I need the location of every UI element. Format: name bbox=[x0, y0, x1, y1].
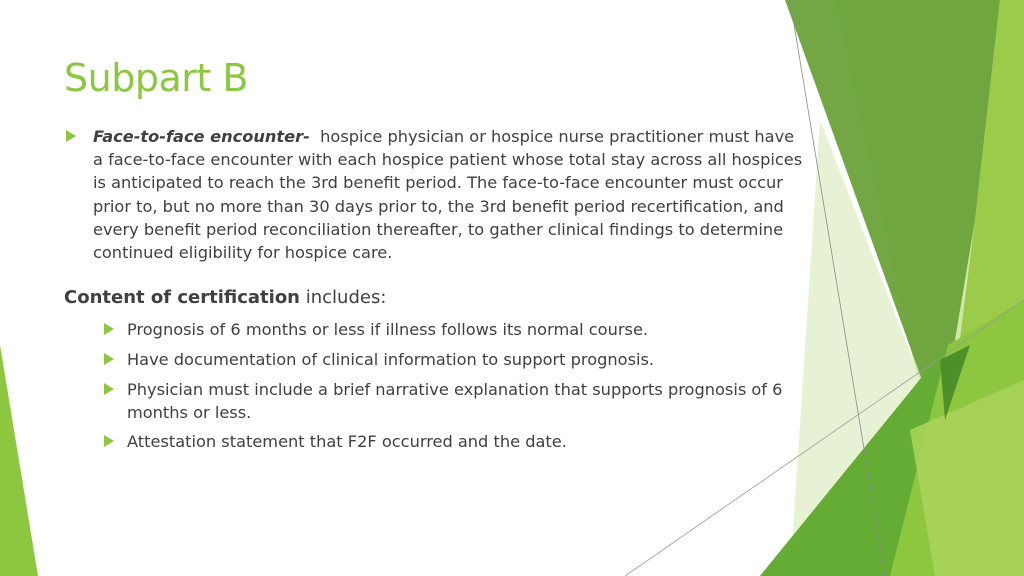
bullet-arrow-icon bbox=[104, 323, 114, 335]
paragraph-text: hospice physician or hospice nurse practitioner must have a face-to-face encounter with each hospice patient whose total stay across all hospices is anticipated to reach the 3rd benefit period. The face-to-face encounter must occur prior to, but no more than 30 days prior to, the 3rd benefit period recertification, and every benefit period reconciliation thereafter, to gather clinical findings to determine continued eligibility for hospice care. bbox=[93, 127, 803, 263]
bullet-arrow-icon bbox=[104, 435, 114, 447]
bullet-arrow-icon bbox=[104, 353, 114, 365]
bullet-arrow-icon bbox=[66, 130, 76, 142]
paragraph-lead: Face-to-face encounter- bbox=[93, 127, 310, 146]
list-item: Have documentation of clinical information to support prognosis. bbox=[127, 350, 655, 369]
face-to-face-paragraph bbox=[93, 125, 808, 264]
list-item: Attestation statement that F2F occurred and the date. bbox=[127, 432, 567, 451]
content-heading-bold: Content of certification bbox=[64, 287, 300, 308]
slide-title: Subpart B bbox=[64, 56, 248, 100]
content-heading-rest: includes: bbox=[305, 287, 387, 308]
content-heading bbox=[64, 287, 386, 308]
left-facet bbox=[0, 345, 38, 576]
bullet-arrow-icon bbox=[104, 383, 114, 395]
list-item: Prognosis of 6 months or less if illness follows its normal course. bbox=[127, 320, 649, 339]
list-item: Physician must include a brief narrative explanation that supports prognosis of 6 months or less. bbox=[127, 380, 783, 422]
